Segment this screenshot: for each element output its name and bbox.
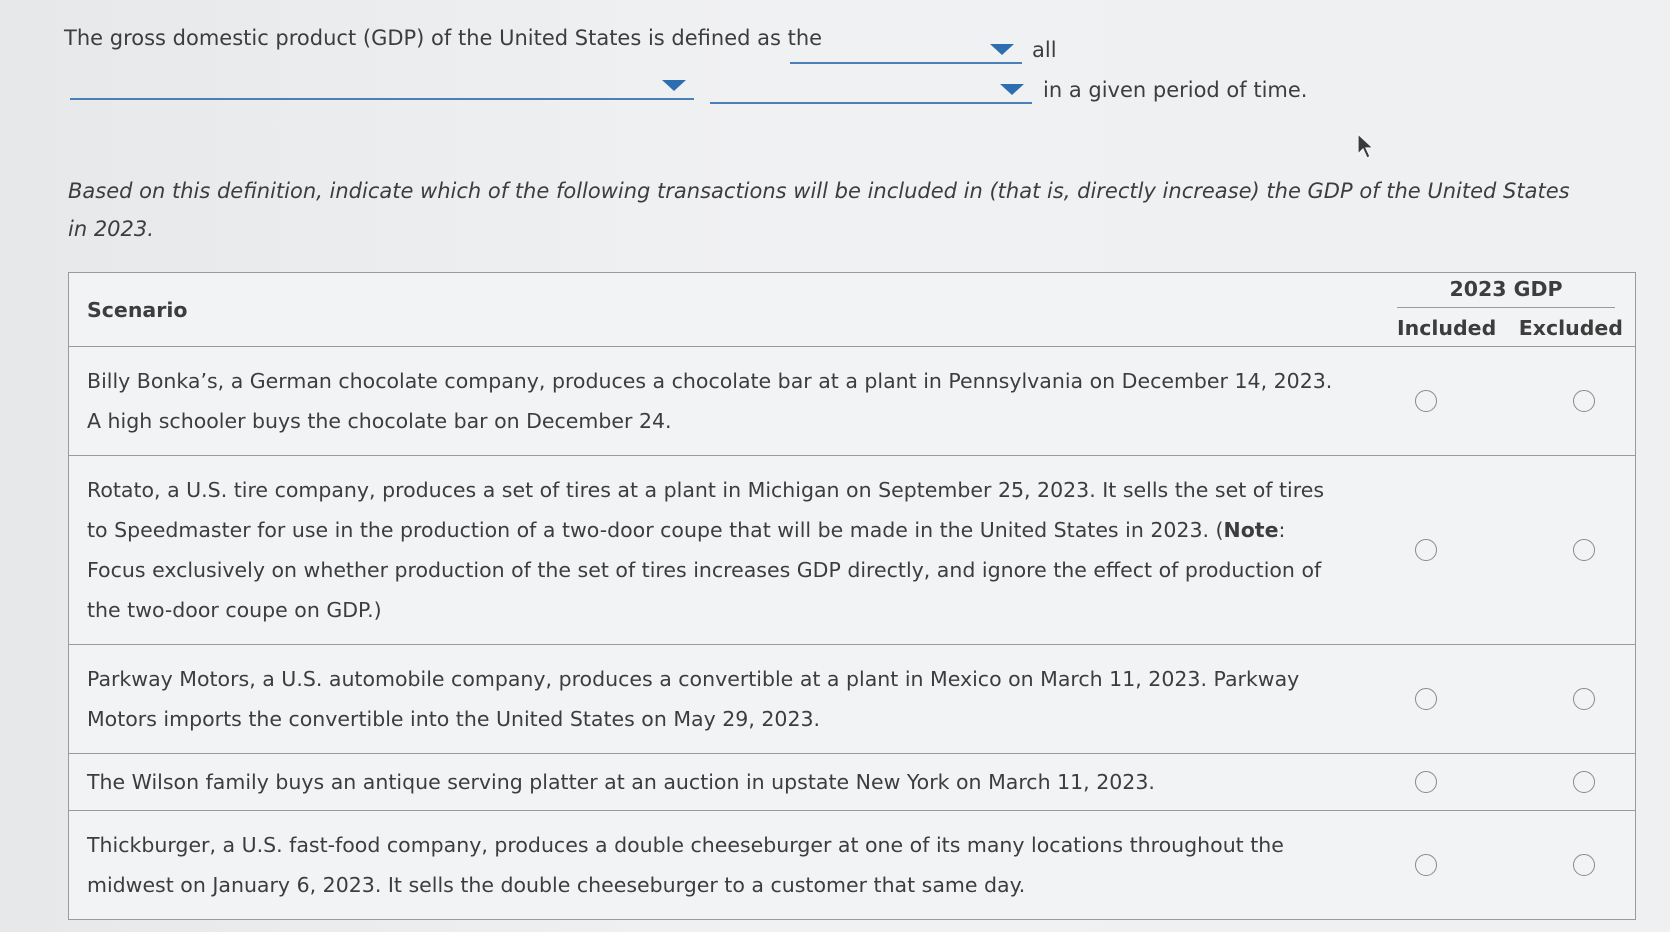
dropdown-arrow-icon bbox=[990, 44, 1014, 55]
definition-dropdown-1[interactable] bbox=[790, 32, 1022, 64]
definition-text-mid: all bbox=[1032, 38, 1057, 62]
instruction-text: Based on this definition, indicate which of the following transactions will be included in (that is, directly increase) the GDP of the United States in 2023. bbox=[68, 179, 1570, 241]
gdp-header-group bbox=[1377, 273, 1635, 347]
excluded-radio[interactable] bbox=[1573, 854, 1595, 876]
included-radio[interactable] bbox=[1415, 688, 1437, 710]
table-row bbox=[69, 811, 1635, 920]
definition-dropdown-3[interactable] bbox=[710, 72, 1032, 104]
table-row bbox=[69, 456, 1635, 645]
included-header: Included bbox=[1397, 316, 1497, 340]
note-text: : Focus exclusively on whether production of the set of tires increases GDP directly, and ignore the effect of production of the two-door coupe on GDP.) bbox=[87, 518, 1322, 622]
scenario-text: The Wilson family buys an antique serving platter at an auction in upstate New York on March 11, 2023. bbox=[69, 754, 1377, 811]
mouse-cursor-icon bbox=[1356, 132, 1376, 160]
excluded-radio[interactable] bbox=[1573, 688, 1595, 710]
scenario-table bbox=[68, 272, 1636, 920]
note-open: ( bbox=[1215, 518, 1224, 542]
included-radio[interactable] bbox=[1415, 854, 1437, 876]
excluded-radio[interactable] bbox=[1573, 771, 1595, 793]
dropdown-arrow-icon bbox=[1000, 84, 1024, 95]
scenario-text: Parkway Motors, a U.S. automobile company, produces a convertible at a plant in Mexico on March 11, 2023. Parkway Motors imports the convertible into the United States on May 29, 2023. bbox=[69, 645, 1377, 754]
scenario-text: Billy Bonka’s, a German chocolate company, produces a chocolate bar at a plant in Pennsylvania on December 14, 2023. A high schooler buys the chocolate bar on December 24. bbox=[69, 347, 1377, 456]
dropdown-arrow-icon bbox=[662, 80, 686, 91]
definition-text-after: in a given period of time. bbox=[1043, 78, 1308, 102]
gdp-header: 2023 GDP bbox=[1397, 273, 1615, 308]
table-row bbox=[69, 645, 1635, 754]
excluded-header: Excluded bbox=[1518, 316, 1623, 340]
note-label: Note bbox=[1223, 518, 1279, 542]
excluded-radio[interactable] bbox=[1573, 390, 1595, 412]
table-row bbox=[69, 754, 1635, 811]
definition-text-before: The gross domestic product (GDP) of the United States is defined as the bbox=[64, 26, 823, 50]
scenario-text-block bbox=[69, 456, 1377, 645]
scenario-header: Scenario bbox=[69, 273, 1377, 347]
scenario-text: Rotato, a U.S. tire company, produces a set of tires at a plant in Michigan on September 25, 2023. It sells the set of tires to Speedmaster for use in the production of a two-door coupe that will be made in the United States in 2023. bbox=[87, 478, 1325, 542]
scenario-text: Thickburger, a U.S. fast-food company, produces a double cheeseburger at one of its many locations throughout the midwest on January 6, 2023. It sells the double cheeseburger to a customer that same day. bbox=[87, 833, 1284, 897]
excluded-radio[interactable] bbox=[1573, 539, 1595, 561]
included-radio[interactable] bbox=[1415, 539, 1437, 561]
table-row bbox=[69, 347, 1635, 456]
included-radio[interactable] bbox=[1415, 390, 1437, 412]
included-radio[interactable] bbox=[1415, 771, 1437, 793]
definition-dropdown-2[interactable] bbox=[70, 68, 694, 100]
